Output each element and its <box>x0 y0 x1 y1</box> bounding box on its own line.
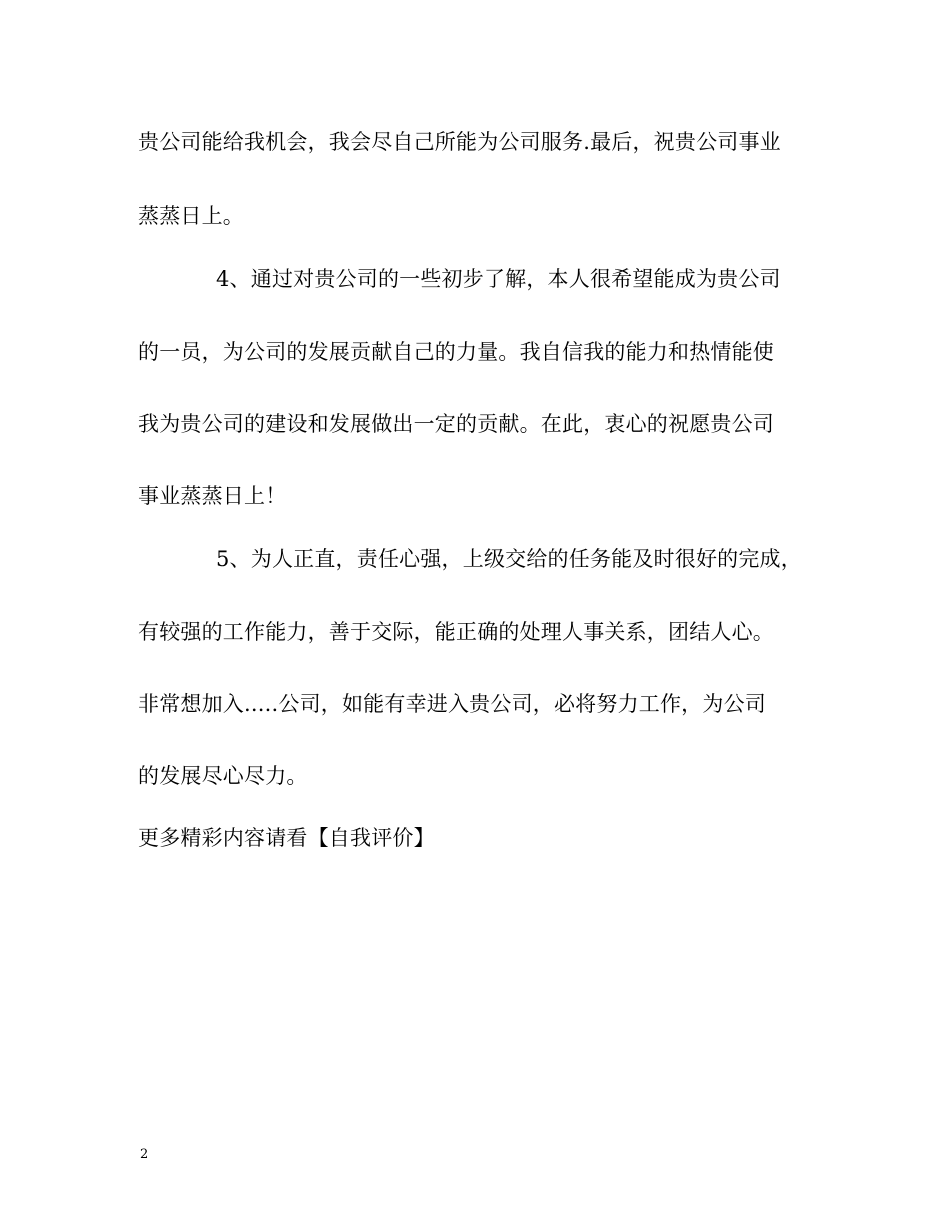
paragraph-line-7: 5、为人正直，责任心强，上级交给的任务能及时很好的完成， <box>216 547 802 571</box>
paragraph-line-4: 的一员，为公司的发展贡献自己的力量。我自信我的能力和热情能使 <box>138 340 774 364</box>
paragraph-line-10: 的发展尽心尽力。 <box>138 764 308 788</box>
paragraph-line-9: 非常想加入.....公司，如能有幸进入贵公司，必将努力工作，为公司 <box>138 692 766 716</box>
more-content-link[interactable]: 更多精彩内容请看【自我评价】 <box>138 826 435 850</box>
paragraph-line-1: 贵公司能给我机会，我会尽自己所能为公司服务.最后，祝贵公司事业 <box>138 130 781 154</box>
paragraph-line-2: 蒸蒸日上。 <box>138 204 244 228</box>
paragraph-line-3: 4、通过对贵公司的一些初步了解，本人很希望能成为贵公司 <box>216 267 781 291</box>
paragraph-line-6: 事业蒸蒸日上！ <box>138 484 287 508</box>
paragraph-line-8: 有较强的工作能力，善于交际，能正确的处理人事关系，团结人心。 <box>138 620 774 644</box>
page-number: 2 <box>140 1147 149 1162</box>
paragraph-line-5: 我为贵公司的建设和发展做出一定的贡献。在此，衷心的祝愿贵公司 <box>138 412 774 436</box>
